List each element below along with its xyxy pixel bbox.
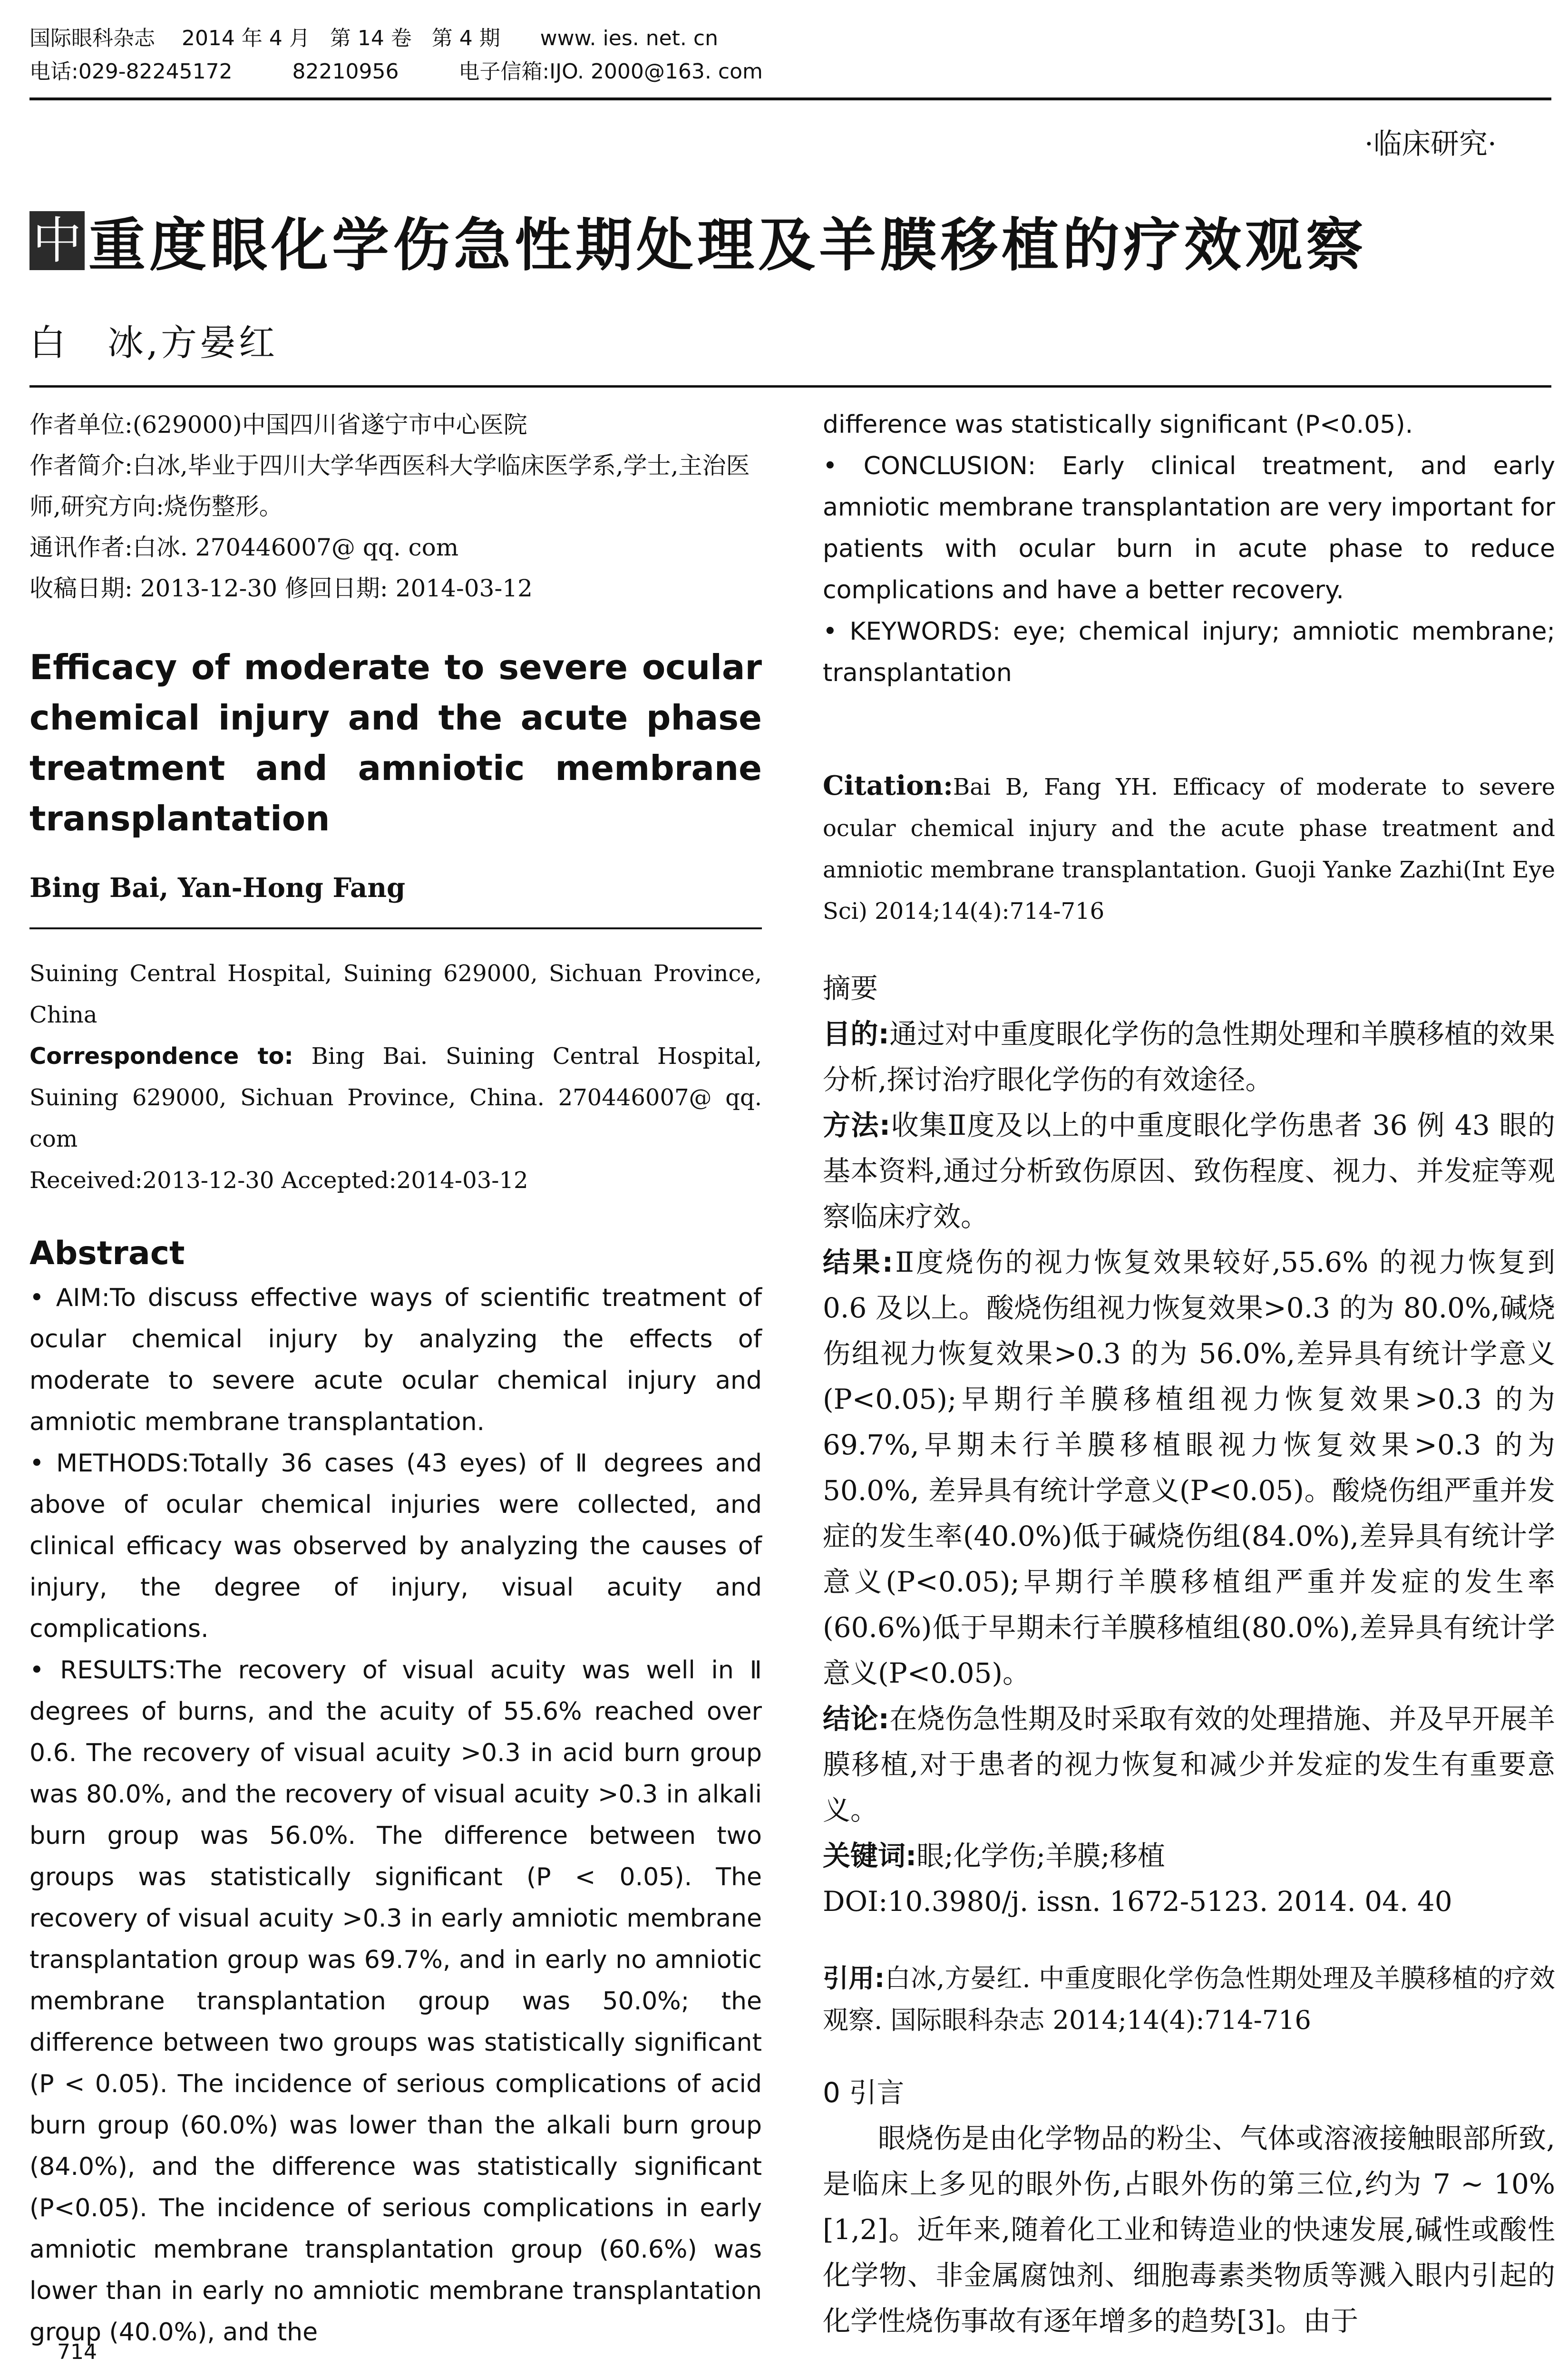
conclusion-text: 在烧伤急性期及时采取有效的处理措施、并及早开展羊膜移植,对于患者的视力恢复和减少并发症的发生有重要意义。 (823, 1703, 1555, 1826)
journal-contact-line: 电话:029-82245172 82210956 电子信箱:IJO. 2000@163. com (29, 59, 763, 84)
english-affiliation: Suining Central Hospital, Suining 629000, Sichuan Province, China (29, 960, 762, 1028)
correspondence-text: Bing Bai. Suining Central Hospital, Suining 629000, Sichuan Province, China. 270446007@ qq. com (29, 1043, 762, 1152)
english-authors: Bing Bai, Yan-Hong Fang (29, 872, 406, 904)
english-correspondence (29, 1036, 762, 1160)
title-marker-icon: 中 (29, 211, 85, 270)
abstract-methods: • METHODS:Totally 36 cases (43 eyes) of Ⅱ degrees and above of ocular chemical injuries were collected, and clinical efficacy was observed by analyzing the causes of injury, the degree of injury, visual acuity and complications. (29, 1449, 762, 1643)
right-column (823, 404, 1555, 2344)
introduction-heading: 0 引言 (823, 2076, 905, 2109)
english-divider (29, 927, 762, 929)
author-bio: 作者简介:白冰,毕业于四川大学华西医科大学临床医学系,学士,主治医师,研究方向:烧伤整形。 (29, 452, 750, 520)
author-affiliation: 作者单位:(629000)中国四川省遂宁市中心医院 (29, 411, 527, 438)
abstract-results-continued: difference was statistically significant (P<0.05). (823, 410, 1413, 439)
citation-label: Citation: (823, 770, 953, 801)
english-citation (823, 765, 1555, 932)
cn-citation-label: 引用: (823, 1963, 885, 1993)
chinese-abstract-methods (823, 1102, 1555, 1239)
results-text: Ⅱ度烧伤的视力恢复效果较好,55.6% 的视力恢复到 0.6 及以上。酸烧伤组视力恢复效果>0.3 的为 80.0%,碱烧伤组视力恢复效果>0.3 的为 56.0%,差异具有统计学意义(P<0.05);早期行羊膜移植组视力恢复效果>0.3 的为 69.7%,早期未行羊膜移植眼视力恢复效果>0.3 的为 50.0%, 差异具有统计学意义(P<0.05)。酸烧伤组严重并发症的发生率(40.0%)低于碱烧伤组(84.0%),差异具有统计学意义(P<0.05);早期行羊膜移植组严重并发症的发生率(60.6%)低于早期未行羊膜移植组(80.0%),差异具有统计学意义(P<0.05)。 (823, 1246, 1555, 1689)
aim-text: 通过对中重度眼化学伤的急性期处理和羊膜移植的效果分析,探讨治疗眼化学伤的有效途径。 (823, 1018, 1555, 1096)
introduction-paragraph: 眼烧伤是由化学物品的粉尘、气体或溶液接触眼部所致,是临床上多见的眼外伤,占眼外伤的第三位,约为 7 ~ 10%[1,2]。近年来,随着化工业和铸造业的快速发展,碱性或酸性化学物、非金属腐蚀剂、细胞毒素类物质等溅入眼内引起的化学性烧伤事故有逐年增多的趋势[3]。由于 (823, 2122, 1555, 2337)
doi: DOI:10.3980/j. issn. 1672-5123. 2014. 04. 40 (823, 1885, 1452, 1918)
journal-info-line: 国际眼科杂志 2014 年 4 月 第 14 卷 第 4 期 www. ies. net. cn (29, 26, 718, 50)
article-title: 重度眼化学伤急性期处理及羊膜移植的疗效观察 (88, 213, 1367, 279)
keywords-text: 眼;化学伤;羊膜;移植 (916, 1840, 1165, 1872)
chinese-abstract-conclusion (823, 1696, 1555, 1833)
abstract-aim: • AIM:To discuss effective ways of scientific treatment of ocular chemical injury by analyzing the effects of moderate to severe acute ocular chemical injury and amniotic membrane transplantation. (29, 1284, 762, 1436)
chinese-abstract-heading: 摘要 (823, 972, 878, 1004)
chinese-citation (823, 1958, 1555, 2041)
aim-label: 目的: (823, 1018, 889, 1050)
section-label: ·临床研究· (1364, 127, 1497, 161)
abstract-heading: Abstract (29, 1235, 185, 1272)
abstract-keywords: • KEYWORDS: eye; chemical injury; amniotic membrane; transplantation (823, 617, 1555, 687)
corresponding-author: 通讯作者:白冰. 270446007@ qq. com (29, 534, 459, 561)
correspondence-label: Correspondence to: (29, 1043, 293, 1070)
page-number: 714 (57, 2340, 97, 2364)
methods-label: 方法: (823, 1109, 891, 1141)
title-divider (29, 385, 1551, 388)
abstract-results: • RESULTS:The recovery of visual acuity was well in Ⅱ degrees of burns, and the acuity of 55.6% reached over 0.6. The recovery of visual acuity >0.3 in acid burn group was 80.0%, and the recovery of visual acuity >0.3 in alkali burn group was 56.0%. The difference between two groups was statistically significant (P < 0.05). The recovery of visual acuity >0.3 in early amniotic membrane transplantation group was 69.7%, and in early no amniotic membrane transplantation group was 50.0%; the difference between two groups was statistically significant (P < 0.05). The incidence of serious complications of acid burn group (60.0%) was lower than the alkali burn group (84.0%), and the difference was statistically significant (P<0.05). The incidence of serious complications in early amniotic membrane transplantation group (60.6%) was lower than in early no amniotic membrane transplantation group (40.0%), and the (29, 1656, 762, 2347)
english-title: Efficacy of moderate to severe ocular chemical injury and the acute phase treatment and amniotic membrane transplantation (29, 647, 762, 838)
article-title-block (29, 200, 1367, 282)
chinese-abstract-keywords (823, 1833, 1555, 1879)
methods-text: 收集Ⅱ度及以上的中重度眼化学伤患者 36 例 43 眼的基本资料,通过分析致伤原因、致伤程度、视力、并发症等观察临床疗效。 (823, 1109, 1555, 1233)
abstract-conclusion: • CONCLUSION: Early clinical treatment, and early amniotic membrane transplantation are very important for patients with ocular burn in acute phase to reduce complications and have a better recovery. (823, 452, 1555, 604)
received-dates: 收稿日期: 2013-12-30 修回日期: 2014-03-12 (29, 575, 533, 602)
article-authors: 白 冰,方晏红 (29, 321, 278, 364)
chinese-abstract-aim (823, 1011, 1555, 1102)
results-label: 结果: (823, 1246, 893, 1278)
keywords-label: 关键词: (823, 1840, 917, 1872)
conclusion-label: 结论: (823, 1703, 889, 1735)
header-divider (29, 97, 1551, 100)
english-dates: Received:2013-12-30 Accepted:2014-03-12 (29, 1167, 528, 1194)
journal-header (29, 22, 1551, 88)
citation-text: Bai B, Fang YH. Efficacy of moderate to severe ocular chemical injury and the acute phase treatment and amniotic membrane transplantation. Guoji Yanke Zazhi(Int Eye Sci) 2014;14(4):714-716 (823, 774, 1555, 925)
cn-citation-text: 白冰,方晏红. 中重度眼化学伤急性期处理及羊膜移植的疗效观察. 国际眼科杂志 2014;14(4):714-716 (823, 1963, 1555, 2035)
left-column (29, 404, 762, 2353)
chinese-abstract-results (823, 1239, 1555, 1696)
